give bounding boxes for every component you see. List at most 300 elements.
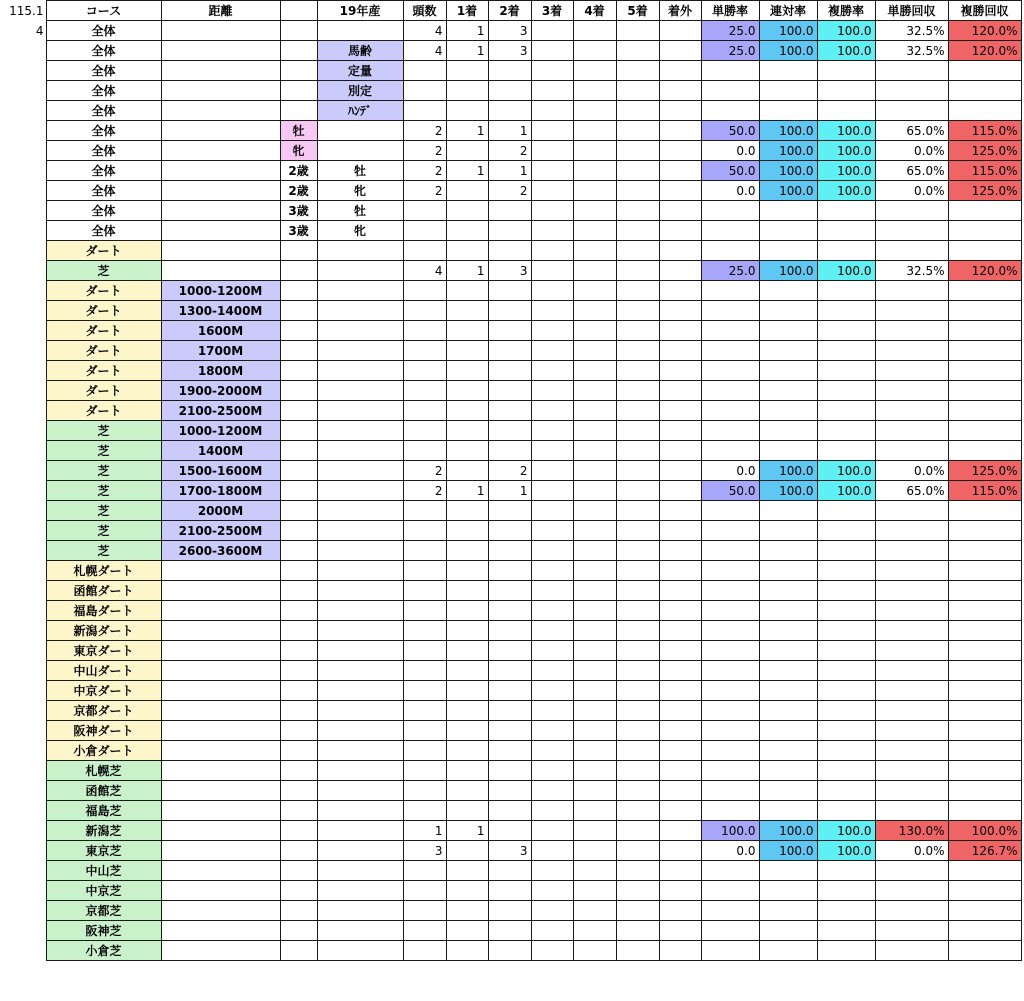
ren-rate-cell[interactable]: 100.0 [759,821,817,841]
win-rate-cell[interactable]: 50.0 [701,161,759,181]
win-return-cell[interactable] [875,721,948,741]
fifth-cell[interactable] [616,161,659,181]
fuku-rate-cell[interactable] [817,541,875,561]
fuku-return-cell[interactable] [948,361,1021,381]
row-label-cell[interactable] [0,581,46,601]
course-cell[interactable]: ダート [46,341,161,361]
win-return-cell[interactable] [875,641,948,661]
win-rate-cell[interactable] [701,861,759,881]
win-rate-cell[interactable] [701,61,759,81]
row-label-cell[interactable] [0,281,46,301]
fuku-rate-cell[interactable]: 100.0 [817,261,875,281]
first-cell[interactable] [446,561,488,581]
win-rate-cell[interactable]: 100.0 [701,821,759,841]
second-cell[interactable] [488,521,531,541]
count-cell[interactable] [403,281,446,301]
first-cell[interactable] [446,581,488,601]
fuku-return-cell[interactable]: 125.0% [948,461,1021,481]
row-label-cell[interactable] [0,801,46,821]
second-cell[interactable] [488,921,531,941]
win-return-cell[interactable] [875,681,948,701]
distance-cell[interactable] [161,41,280,61]
first-cell[interactable] [446,541,488,561]
count-cell[interactable] [403,361,446,381]
course-cell[interactable]: 全体 [46,21,161,41]
second-cell[interactable] [488,501,531,521]
distance-cell[interactable] [161,741,280,761]
year-filter-cell[interactable] [317,881,403,901]
fifth-cell[interactable] [616,301,659,321]
fourth-cell[interactable] [573,821,616,841]
row-label-cell[interactable]: 4 [35,23,44,38]
win-return-cell[interactable]: 65.0% [875,121,948,141]
fuku-return-cell[interactable] [948,861,1021,881]
course-cell[interactable]: 全体 [46,161,161,181]
third-cell[interactable] [531,761,573,781]
win-rate-cell[interactable] [701,541,759,561]
fifth-cell[interactable] [616,761,659,781]
second-cell[interactable] [488,641,531,661]
ren-rate-cell[interactable]: 100.0 [759,21,817,41]
win-return-cell[interactable] [875,281,948,301]
course-cell[interactable]: 小倉芝 [46,941,161,961]
ren-rate-cell[interactable] [759,521,817,541]
second-cell[interactable] [488,281,531,301]
first-cell[interactable] [446,801,488,821]
fuku-rate-cell[interactable]: 100.0 [817,161,875,181]
win-rate-cell[interactable]: 0.0 [701,461,759,481]
second-cell[interactable]: 3 [488,21,531,41]
win-return-cell[interactable]: 65.0% [875,161,948,181]
fifth-cell[interactable] [616,681,659,701]
year-filter-cell[interactable] [317,541,403,561]
fuku-return-cell[interactable] [948,641,1021,661]
second-cell[interactable] [488,441,531,461]
ren-rate-cell[interactable] [759,721,817,741]
second-cell[interactable] [488,241,531,261]
ren-rate-cell[interactable]: 100.0 [759,461,817,481]
year-filter-cell[interactable] [317,321,403,341]
count-cell[interactable] [403,761,446,781]
course-cell[interactable]: 全体 [46,181,161,201]
fifth-cell[interactable] [616,41,659,61]
first-cell[interactable] [446,181,488,201]
row-label-cell[interactable] [0,361,46,381]
fuku-rate-cell[interactable] [817,801,875,821]
fuku-rate-cell[interactable]: 100.0 [817,821,875,841]
first-cell[interactable] [446,741,488,761]
header-fifth[interactable]: 5着 [616,1,659,21]
count-cell[interactable] [403,901,446,921]
unplaced-cell[interactable] [659,321,701,341]
year-filter-cell[interactable] [317,701,403,721]
win-return-cell[interactable] [875,241,948,261]
win-rate-cell[interactable] [701,901,759,921]
fourth-cell[interactable] [573,21,616,41]
second-cell[interactable] [488,381,531,401]
win-rate-cell[interactable] [701,881,759,901]
fourth-cell[interactable] [573,541,616,561]
fuku-return-cell[interactable] [948,801,1021,821]
fuku-return-cell[interactable] [948,341,1021,361]
unplaced-cell[interactable] [659,681,701,701]
win-rate-cell[interactable] [701,561,759,581]
course-cell[interactable]: ダート [46,301,161,321]
year-filter-cell[interactable] [317,741,403,761]
win-return-cell[interactable] [875,321,948,341]
win-rate-cell[interactable] [701,501,759,521]
distance-cell[interactable]: 1700M [161,341,280,361]
fifth-cell[interactable] [616,201,659,221]
ren-rate-cell[interactable]: 100.0 [759,841,817,861]
count-cell[interactable] [403,241,446,261]
age-cell[interactable] [280,361,317,381]
course-cell[interactable]: 全体 [46,101,161,121]
distance-cell[interactable] [161,601,280,621]
win-return-cell[interactable] [875,921,948,941]
ren-rate-cell[interactable] [759,621,817,641]
row-label-cell[interactable] [0,921,46,941]
win-rate-cell[interactable]: 25.0 [701,41,759,61]
count-cell[interactable] [403,621,446,641]
count-cell[interactable]: 2 [403,181,446,201]
fuku-return-cell[interactable] [948,781,1021,801]
distance-cell[interactable] [161,641,280,661]
year-filter-cell[interactable] [317,721,403,741]
fourth-cell[interactable] [573,881,616,901]
year-filter-cell[interactable] [317,861,403,881]
age-cell[interactable] [280,861,317,881]
fifth-cell[interactable] [616,461,659,481]
fuku-return-cell[interactable] [948,101,1021,121]
age-cell[interactable]: 牡 [280,121,317,141]
course-cell[interactable]: 中京ダート [46,681,161,701]
distance-cell[interactable]: 1000-1200M [161,421,280,441]
course-cell[interactable]: 函館芝 [46,781,161,801]
course-cell[interactable]: 全体 [46,61,161,81]
year-filter-cell[interactable] [317,941,403,961]
first-cell[interactable]: 1 [446,41,488,61]
ren-rate-cell[interactable] [759,681,817,701]
win-rate-cell[interactable] [701,581,759,601]
second-cell[interactable]: 3 [488,41,531,61]
count-cell[interactable] [403,921,446,941]
unplaced-cell[interactable] [659,401,701,421]
win-return-cell[interactable] [875,201,948,221]
ren-rate-cell[interactable] [759,301,817,321]
win-rate-cell[interactable] [701,381,759,401]
ren-rate-cell[interactable] [759,101,817,121]
year-filter-cell[interactable] [317,641,403,661]
fuku-rate-cell[interactable]: 100.0 [817,21,875,41]
win-return-cell[interactable] [875,221,948,241]
win-return-cell[interactable]: 0.0% [875,181,948,201]
win-return-cell[interactable] [875,81,948,101]
third-cell[interactable] [531,841,573,861]
ren-rate-cell[interactable] [759,201,817,221]
fuku-return-cell[interactable]: 120.0% [948,41,1021,61]
fourth-cell[interactable] [573,281,616,301]
year-filter-cell[interactable] [317,601,403,621]
distance-cell[interactable] [161,761,280,781]
fuku-return-cell[interactable] [948,401,1021,421]
ren-rate-cell[interactable]: 100.0 [759,121,817,141]
ren-rate-cell[interactable] [759,501,817,521]
fourth-cell[interactable] [573,781,616,801]
count-cell[interactable] [403,681,446,701]
third-cell[interactable] [531,181,573,201]
unplaced-cell[interactable] [659,301,701,321]
course-cell[interactable]: 芝 [46,541,161,561]
third-cell[interactable] [531,421,573,441]
fuku-return-cell[interactable] [948,681,1021,701]
row-label-cell[interactable] [0,61,46,81]
age-cell[interactable] [280,241,317,261]
fourth-cell[interactable] [573,141,616,161]
fuku-return-cell[interactable] [948,441,1021,461]
fuku-return-cell[interactable] [948,421,1021,441]
distance-cell[interactable]: 1300-1400M [161,301,280,321]
first-cell[interactable] [446,861,488,881]
header-second[interactable]: 2着 [488,1,531,21]
second-cell[interactable] [488,941,531,961]
win-rate-cell[interactable] [701,401,759,421]
year-filter-cell[interactable] [317,421,403,441]
year-filter-cell[interactable]: 牝 [317,221,403,241]
fifth-cell[interactable] [616,221,659,241]
count-cell[interactable] [403,561,446,581]
age-cell[interactable] [280,381,317,401]
ren-rate-cell[interactable] [759,701,817,721]
row-label-cell[interactable] [0,481,46,501]
count-cell[interactable] [403,321,446,341]
age-cell[interactable]: 2歳 [280,161,317,181]
third-cell[interactable] [531,821,573,841]
fuku-rate-cell[interactable]: 100.0 [817,461,875,481]
fuku-return-cell[interactable] [948,61,1021,81]
distance-cell[interactable] [161,881,280,901]
win-rate-cell[interactable] [701,221,759,241]
win-return-cell[interactable] [875,361,948,381]
third-cell[interactable] [531,481,573,501]
distance-cell[interactable]: 1800M [161,361,280,381]
unplaced-cell[interactable] [659,541,701,561]
age-cell[interactable] [280,741,317,761]
fifth-cell[interactable] [616,821,659,841]
win-return-cell[interactable] [875,901,948,921]
count-cell[interactable] [403,801,446,821]
distance-cell[interactable] [161,561,280,581]
course-cell[interactable]: 芝 [46,421,161,441]
row-label-cell[interactable] [0,401,46,421]
unplaced-cell[interactable] [659,441,701,461]
unplaced-cell[interactable] [659,101,701,121]
win-rate-cell[interactable] [701,641,759,661]
age-cell[interactable] [280,761,317,781]
third-cell[interactable] [531,641,573,661]
age-cell[interactable] [280,21,317,41]
win-return-cell[interactable] [875,301,948,321]
fuku-return-cell[interactable] [948,941,1021,961]
distance-cell[interactable]: 1400M [161,441,280,461]
win-return-cell[interactable] [875,521,948,541]
fuku-rate-cell[interactable] [817,201,875,221]
fuku-rate-cell[interactable] [817,861,875,881]
distance-cell[interactable] [161,781,280,801]
fourth-cell[interactable] [573,521,616,541]
fourth-cell[interactable] [573,941,616,961]
fuku-return-cell[interactable] [948,381,1021,401]
course-cell[interactable]: 新潟ダート [46,621,161,641]
distance-cell[interactable] [161,941,280,961]
age-cell[interactable] [280,701,317,721]
fourth-cell[interactable] [573,101,616,121]
first-cell[interactable] [446,201,488,221]
age-cell[interactable] [280,821,317,841]
header-win-return[interactable]: 単勝回収 [875,1,948,21]
third-cell[interactable] [531,401,573,421]
fuku-return-cell[interactable]: 115.0% [948,161,1021,181]
course-cell[interactable]: 札幌ダート [46,561,161,581]
first-cell[interactable] [446,641,488,661]
fuku-return-cell[interactable] [948,701,1021,721]
age-cell[interactable] [280,81,317,101]
win-rate-cell[interactable]: 0.0 [701,141,759,161]
fuku-return-cell[interactable] [948,901,1021,921]
course-cell[interactable]: 全体 [46,141,161,161]
unplaced-cell[interactable] [659,341,701,361]
row-label-cell[interactable] [0,321,46,341]
age-cell[interactable] [280,661,317,681]
count-cell[interactable]: 3 [403,841,446,861]
second-cell[interactable] [488,661,531,681]
third-cell[interactable] [531,901,573,921]
row-label-cell[interactable] [0,761,46,781]
year-filter-cell[interactable] [317,441,403,461]
unplaced-cell[interactable] [659,861,701,881]
second-cell[interactable] [488,601,531,621]
distance-cell[interactable] [161,821,280,841]
third-cell[interactable] [531,21,573,41]
fuku-return-cell[interactable]: 125.0% [948,141,1021,161]
age-cell[interactable] [280,881,317,901]
header-win-rate[interactable]: 単勝率 [701,1,759,21]
year-filter-cell[interactable] [317,761,403,781]
distance-cell[interactable]: 2100-2500M [161,401,280,421]
count-cell[interactable] [403,881,446,901]
course-cell[interactable]: 阪神ダート [46,721,161,741]
unplaced-cell[interactable] [659,521,701,541]
win-return-cell[interactable]: 0.0% [875,141,948,161]
win-rate-cell[interactable] [701,781,759,801]
distance-cell[interactable] [161,901,280,921]
first-cell[interactable] [446,781,488,801]
win-return-cell[interactable]: 32.5% [875,261,948,281]
third-cell[interactable] [531,301,573,321]
row-label-cell[interactable] [0,161,46,181]
fourth-cell[interactable] [573,321,616,341]
win-rate-cell[interactable]: 50.0 [701,481,759,501]
row-label-cell[interactable] [0,881,46,901]
third-cell[interactable] [531,241,573,261]
ren-rate-cell[interactable] [759,581,817,601]
fifth-cell[interactable] [616,321,659,341]
unplaced-cell[interactable] [659,21,701,41]
age-cell[interactable] [280,281,317,301]
fifth-cell[interactable] [616,241,659,261]
fifth-cell[interactable] [616,81,659,101]
fuku-rate-cell[interactable]: 100.0 [817,41,875,61]
fourth-cell[interactable] [573,121,616,141]
fourth-cell[interactable] [573,681,616,701]
win-rate-cell[interactable] [701,601,759,621]
course-cell[interactable]: ダート [46,381,161,401]
count-cell[interactable] [403,781,446,801]
distance-cell[interactable]: 1700-1800M [161,481,280,501]
fuku-return-cell[interactable] [948,561,1021,581]
fifth-cell[interactable] [616,341,659,361]
unplaced-cell[interactable] [659,501,701,521]
second-cell[interactable] [488,81,531,101]
year-filter-cell[interactable] [317,121,403,141]
fuku-return-cell[interactable] [948,281,1021,301]
win-rate-cell[interactable] [701,701,759,721]
year-filter-cell[interactable]: 定量 [317,61,403,81]
fuku-rate-cell[interactable]: 100.0 [817,121,875,141]
course-cell[interactable]: 福島ダート [46,601,161,621]
first-cell[interactable] [446,381,488,401]
fuku-rate-cell[interactable] [817,341,875,361]
second-cell[interactable] [488,61,531,81]
ren-rate-cell[interactable] [759,561,817,581]
fuku-return-cell[interactable] [948,521,1021,541]
count-cell[interactable] [403,101,446,121]
fuku-return-cell[interactable] [948,81,1021,101]
age-cell[interactable] [280,541,317,561]
distance-cell[interactable]: 2000M [161,501,280,521]
count-cell[interactable] [403,741,446,761]
win-return-cell[interactable]: 0.0% [875,461,948,481]
unplaced-cell[interactable] [659,561,701,581]
course-cell[interactable]: 芝 [46,521,161,541]
second-cell[interactable] [488,561,531,581]
age-cell[interactable]: 牝 [280,141,317,161]
row-label-cell[interactable] [0,261,46,281]
ren-rate-cell[interactable] [759,381,817,401]
ren-rate-cell[interactable]: 100.0 [759,161,817,181]
distance-cell[interactable] [161,681,280,701]
year-filter-cell[interactable] [317,661,403,681]
fifth-cell[interactable] [616,721,659,741]
fourth-cell[interactable] [573,161,616,181]
header-year[interactable]: 19年産 [317,1,403,21]
ren-rate-cell[interactable]: 100.0 [759,141,817,161]
fuku-rate-cell[interactable] [817,701,875,721]
ren-rate-cell[interactable] [759,361,817,381]
fuku-rate-cell[interactable] [817,901,875,921]
year-filter-cell[interactable] [317,261,403,281]
course-cell[interactable]: 芝 [46,461,161,481]
row-label-cell[interactable] [0,101,46,121]
third-cell[interactable] [531,681,573,701]
fourth-cell[interactable] [573,661,616,681]
row-label-cell[interactable] [0,41,46,61]
fifth-cell[interactable] [616,181,659,201]
fourth-cell[interactable] [573,41,616,61]
unplaced-cell[interactable] [659,361,701,381]
year-filter-cell[interactable] [317,21,403,41]
course-cell[interactable]: 新潟芝 [46,821,161,841]
